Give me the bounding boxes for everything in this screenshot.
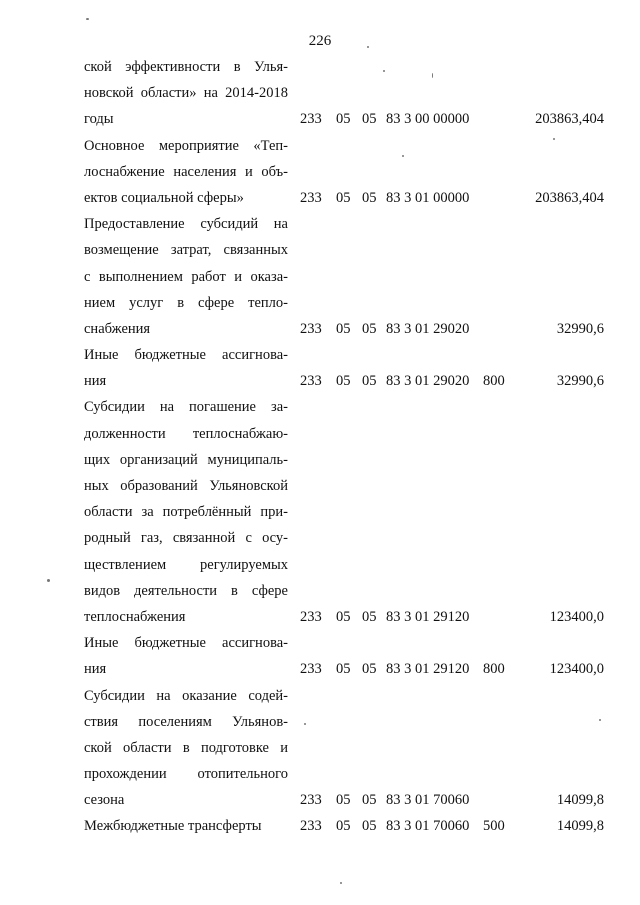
row-codes: [0, 656, 640, 682]
rz-code: 05: [336, 818, 351, 835]
row-sum: 123400,0: [549, 661, 604, 678]
table-row: [0, 133, 640, 212]
page-number: 226: [308, 33, 332, 49]
scan-speck: [553, 138, 555, 140]
cs-code: 83 3 01 29120: [386, 608, 470, 625]
item-name-line: ствия поселениям Ульянов-: [84, 713, 288, 730]
item-name-line: Субсидии на погашение за-: [84, 399, 288, 416]
gr-code: 233: [300, 818, 322, 835]
item-name-line: нием услуг в сфере тепло-: [84, 294, 288, 311]
row-codes: [0, 316, 640, 342]
item-name-line: родный газ, связанной с осу-: [84, 530, 288, 547]
item-name-line: ществлением регулируемых: [84, 556, 288, 573]
item-name-line: новской области» на 2014-2018: [84, 85, 288, 102]
gr-code: 233: [300, 373, 322, 390]
cs-code: 83 3 01 70060: [386, 792, 470, 809]
rz-code: 05: [336, 189, 351, 206]
gr-code: 233: [300, 661, 322, 678]
rz-code: 05: [336, 661, 351, 678]
row-sum: 203863,404: [535, 189, 604, 206]
pr-code: 05: [362, 111, 377, 128]
rz-code: 05: [336, 111, 351, 128]
cs-code: 83 3 01 29020: [386, 320, 470, 337]
pr-code: 05: [362, 661, 377, 678]
item-name-line: Предоставление субсидий на: [84, 216, 288, 233]
scan-speck: [402, 155, 404, 157]
item-name-line: Иные бюджетные ассигнова-: [84, 635, 288, 652]
cs-code: 83 3 00 00000: [386, 111, 470, 128]
item-name-line: сезона: [84, 792, 125, 809]
row-sum: 32990,6: [556, 373, 604, 390]
row-sum: 14099,8: [556, 792, 604, 809]
scan-speck: [383, 70, 385, 72]
row-codes: [0, 106, 640, 132]
row-codes: [0, 813, 640, 839]
item-name: [84, 394, 288, 630]
scan-speck: [367, 46, 369, 48]
table-row: [0, 813, 640, 839]
cs-code: 83 3 01 29120: [386, 661, 470, 678]
gr-code: 233: [300, 111, 322, 128]
vr-code: 800: [483, 661, 505, 678]
pr-code: 05: [362, 792, 377, 809]
item-name-line: видов деятельности в сфере: [84, 582, 288, 599]
gr-code: 233: [300, 320, 322, 337]
rz-code: 05: [336, 792, 351, 809]
table-row: [0, 211, 640, 342]
vr-code: 800: [483, 373, 505, 390]
row-sum: 123400,0: [549, 608, 604, 625]
table-row: [0, 683, 640, 814]
item-name-line: лоснабжение населения и объ-: [84, 163, 288, 180]
gr-code: 233: [300, 792, 322, 809]
table-row: [0, 394, 640, 630]
scan-speck: [304, 723, 306, 725]
item-name-line: снабжения: [84, 320, 151, 337]
rz-code: 05: [336, 373, 351, 390]
item-name-line: ния: [84, 373, 107, 390]
row-sum: 203863,404: [535, 111, 604, 128]
item-name-line: ектов социальной сферы»: [84, 189, 244, 206]
row-codes: [0, 368, 640, 394]
row-codes: [0, 185, 640, 211]
cs-code: 83 3 01 29020: [386, 373, 470, 390]
scan-speck: [432, 73, 433, 78]
gr-code: 233: [300, 189, 322, 206]
budget-table: [0, 54, 640, 840]
pr-code: 05: [362, 320, 377, 337]
item-name-line: с выполнением работ и оказа-: [84, 268, 288, 285]
vr-code: 500: [483, 818, 505, 835]
item-name-line: теплоснабжения: [84, 608, 186, 625]
table-row: [0, 54, 640, 133]
item-name-line: Межбюджетные трансферты: [84, 818, 262, 835]
row-sum: 32990,6: [556, 320, 604, 337]
gr-code: 233: [300, 608, 322, 625]
item-name-line: ской области в подготовке и: [84, 739, 288, 756]
item-name-line: области за потреблённый при-: [84, 504, 288, 521]
scan-speck: [599, 719, 601, 721]
pr-code: 05: [362, 818, 377, 835]
item-name-line: прохождении отопительного: [84, 766, 288, 783]
item-name-line: Субсидии на оказание содей-: [84, 687, 288, 704]
row-codes: [0, 787, 640, 813]
row-sum: 14099,8: [556, 818, 604, 835]
pr-code: 05: [362, 189, 377, 206]
item-name-line: Основное мероприятие «Теп-: [84, 137, 288, 154]
table-row: [0, 342, 640, 394]
scan-speck: [47, 579, 50, 582]
item-name-line: ния: [84, 661, 107, 678]
scan-speck: [86, 18, 89, 20]
item-name-line: годы: [84, 111, 114, 128]
scan-speck: [340, 882, 342, 884]
item-name-line: ской эффективности в Улья-: [84, 59, 288, 75]
cs-code: 83 3 01 00000: [386, 189, 470, 206]
cs-code: 83 3 01 70060: [386, 818, 470, 835]
rz-code: 05: [336, 320, 351, 337]
item-name-line: щих организаций муниципаль-: [84, 451, 288, 468]
table-row: [0, 630, 640, 682]
row-codes: [0, 604, 640, 630]
pr-code: 05: [362, 373, 377, 390]
item-name-line: возмещение затрат, связанных: [84, 242, 288, 259]
pr-code: 05: [362, 608, 377, 625]
item-name-line: Иные бюджетные ассигнова-: [84, 347, 288, 364]
item-name-line: долженности теплоснабжаю-: [84, 425, 288, 442]
item-name-line: ных образований Ульяновской: [84, 478, 288, 494]
rz-code: 05: [336, 608, 351, 625]
